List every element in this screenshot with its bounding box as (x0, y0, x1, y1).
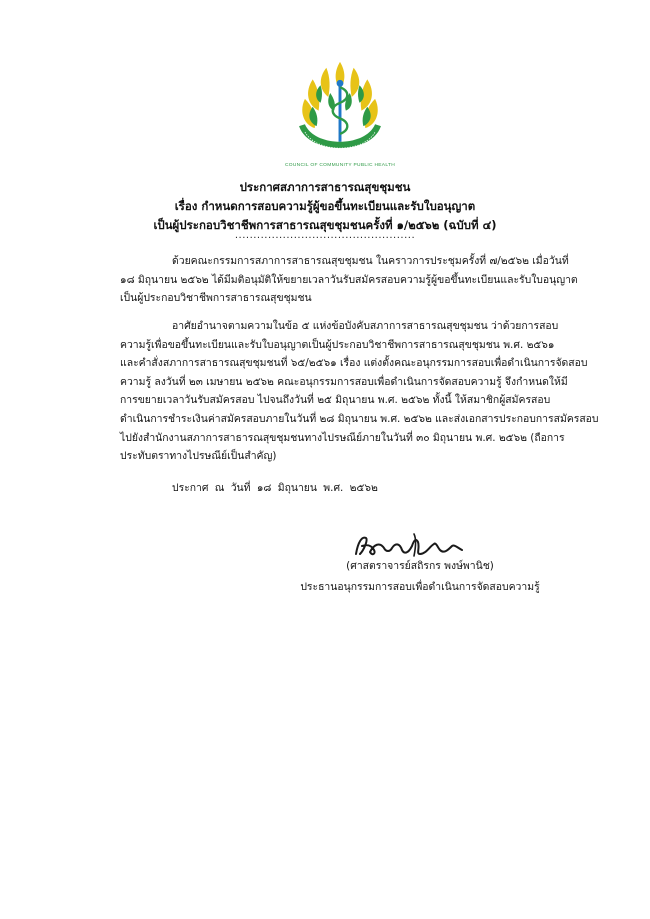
paragraph-2-line: ดำเนินการชำระเงินค่าสมัครสอบภายในวันที่ ๒๘ มิถุนายน พ.ศ. ๒๕๖๒ และส่งเอกสารประกอบการสมัครสอบ (120, 412, 599, 425)
signer-name: (ศาสตราจารย์สถิรกร พงษ์พานิช) (346, 560, 494, 572)
svg-text:COUNCIL OF COMMUNITY PUBLIC HE: COUNCIL OF COMMUNITY PUBLIC HEALTH (284, 163, 396, 169)
paragraph-1-line: ๑๘ มิถุนายน ๒๕๖๒ ได้มีมติอนุมัติให้ขยายเวลาวันรับสมัครสอบความรู้ผู้ขอขึ้นทะเบียนและรับใบอนุญาต (120, 273, 578, 286)
council-emblem-logo (284, 58, 396, 170)
paragraph-2-line: ความรู้ ลงวันที่ ๒๓ เมษายน ๒๕๖๒ คณะอนุกรรมการสอบเพื่อดำเนินการจัดสอบความรู้ จึงกำหนดให้มี (120, 375, 568, 388)
paragraph-1 (120, 252, 578, 308)
announcement-date: ประกาศ ณ วันที่ ๑๘ มิถุนายน พ.ศ. ๒๕๖๒ (172, 482, 378, 494)
paragraph-2-line: ไปยังสำนักงานสภาการสาธารณสุขชุมชนทางไปรษณีย์ภายในวันที่ ๓๐ มิถุนายน พ.ศ. ๒๕๖๒ (ถือการ (120, 431, 565, 444)
paragraph-2-line: ประทับตราทางไปรษณีย์เป็นสำคัญ) (120, 450, 277, 463)
announcement-title: ประกาศสภาการสาธารณสุขชุมชน (239, 180, 411, 194)
paragraph-2 (120, 317, 599, 466)
paragraph-2-line: อาศัยอำนาจตามความในข้อ ๕ แห่งข้อบังคับสภาการสาธารณสุขชุมชน ว่าด้วยการสอบ (172, 320, 559, 332)
announcement-subject-line2: เป็นผู้ประกอบวิชาชีพการสาธารณสุขชุมชนครั้งที่ ๑/๒๕๖๒ (ฉบับที่ ๔) (153, 218, 497, 232)
paragraph-2-line: และคำสั่งสภาการสาธารณสุขชุมชนที่ ๖๕/๒๕๖๑ เรื่อง แต่งตั้งคณะอนุกรรมการสอบเพื่อดำเนินการจัดสอบ (120, 357, 588, 370)
announcement-subject-line1: เรื่อง กำหนดการสอบความรู้ผู้ขอขึ้นทะเบียนและรับใบอนุญาต (174, 199, 476, 213)
separator-dots: ................................................. (234, 230, 416, 241)
paragraph-1-line: ด้วยคณะกรรมการสภาการสาธารณสุขชุมชน ในคราวการประชุมครั้งที่ ๗/๒๕๖๒ เมื่อวันที่ (172, 255, 569, 267)
paragraph-2-line: การขยายเวลาวันรับสมัครสอบ ไปจนถึงวันที่ ๒๕ มิถุนายน พ.ศ. ๒๕๖๒ ทั้งนี้ ให้สมาชิกผู้สมัครสอบ (120, 394, 551, 407)
paragraph-2-line: ความรู้เพื่อขอขึ้นทะเบียนและรับใบอนุญาตเป็นผู้ประกอบวิชาชีพการสาธารณสุขชุมชน พ.ศ. ๒๕๖๑ (120, 338, 555, 351)
paragraph-1-line: เป็นผู้ประกอบวิชาชีพการสาธารณสุขชุมชน (120, 292, 312, 305)
signer-position: ประธานอนุกรรมการสอบเพื่อดำเนินการจัดสอบความรู้ (300, 581, 540, 593)
